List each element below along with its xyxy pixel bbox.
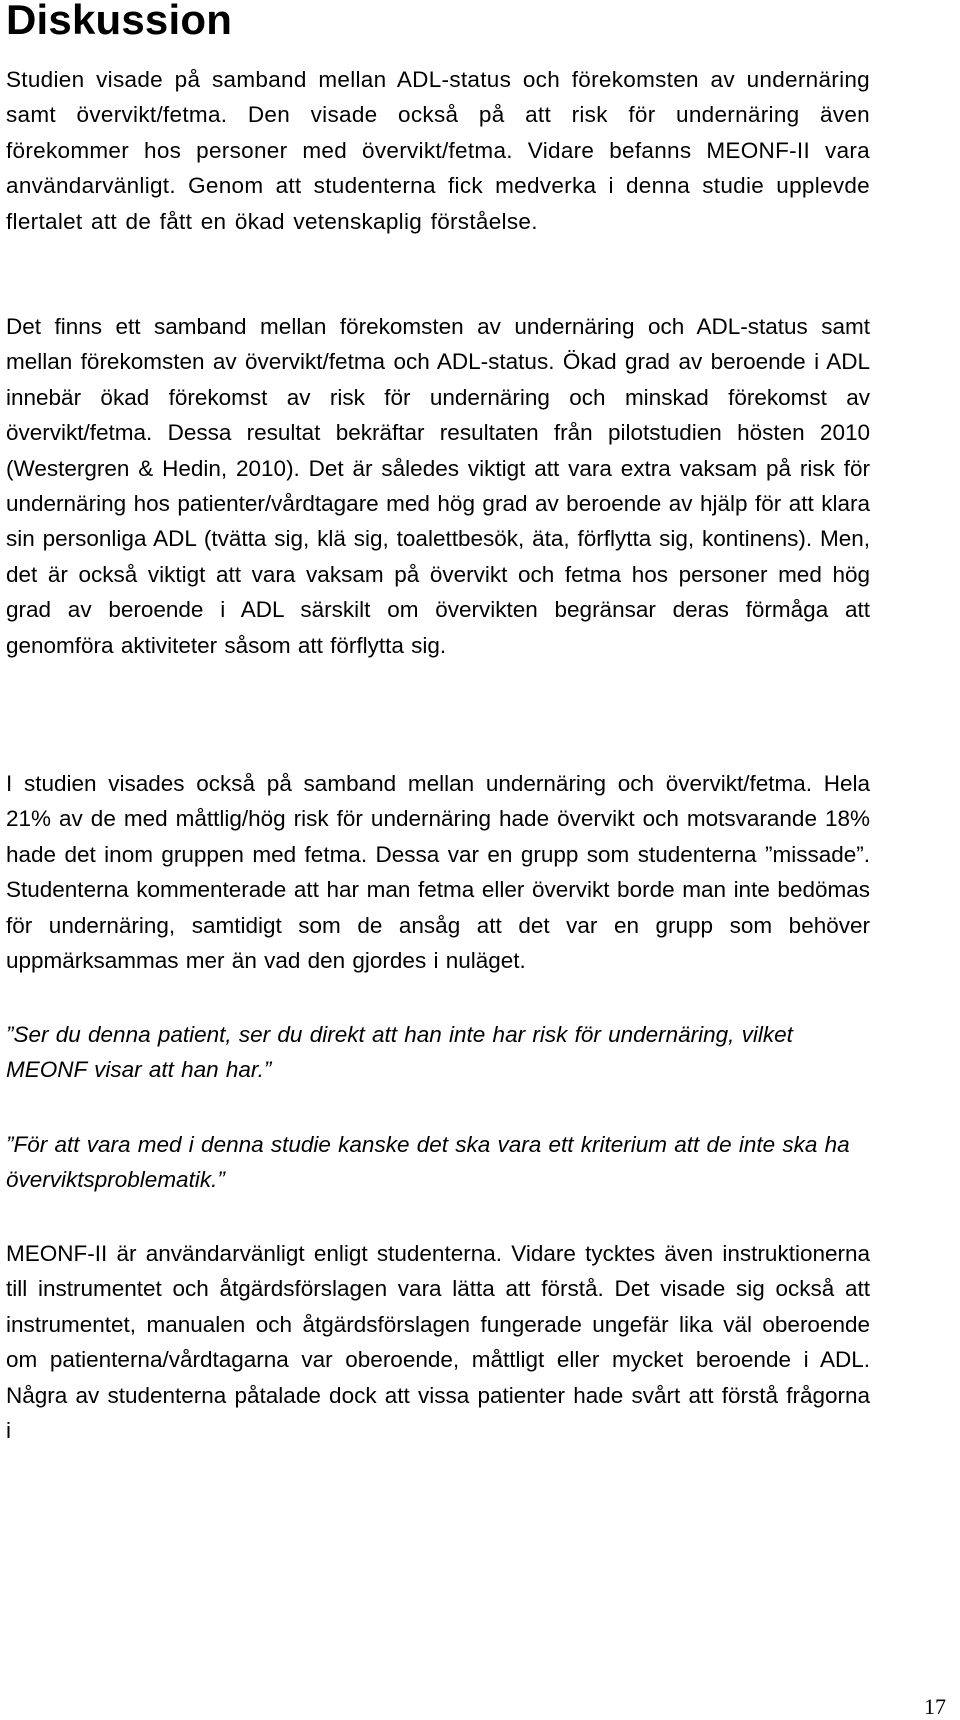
paragraph-usability: MEONF-II är användarvänligt enligt studenterna. Vidare tycktes även instruktionerna till instrumentet och åtgärdsförslagen vara lätta att förstå. Det visade sig också att instrumentet, manualen och åtgärdsförslagen fungerade ungefär lika väl oberoende om patienterna/vårdtagarna var oberoende, måttligt eller mycket beroende i ADL. Några av studenterna påtalade dock att vissa patienter hade svårt att förstå frågorna i xyxy=(6,1241,870,1444)
section-heading: Diskussion xyxy=(6,0,233,43)
student-quote-2: ”För att vara med i denna studie kanske det ska vara ett kriterium att de inte ska ha överviktsproblematik.” xyxy=(6,1132,850,1193)
student-quote-1: ”Ser du denna patient, ser du direkt att han inte har risk för undernäring, vilket MEONF visar att han har.” xyxy=(6,1022,793,1083)
page-number: 17 xyxy=(924,1694,946,1719)
paragraph-summary: Studien visade på samband mellan ADL-status och förekomsten av undernäring samt övervikt/fetma. Den visade också på att risk för undernäring även förekommer hos personer med övervikt/fetma. Vidare befanns MEONF-II vara användarvänligt. Genom att studenterna fick medverka i denna studie upplevde flertalet att de fått en ökad vetenskaplig förståelse. xyxy=(6,67,870,234)
paragraph-overweight-association: I studien visades också på samband mellan undernäring och övervikt/fetma. Hela 21% av de med måttlig/hög risk för undernäring hade övervikt och motsvarande 18% hade det inom gruppen med fetma. Dessa var en grupp som studenterna ”missade”. Studenterna kommenterade att har man fetma eller övervikt borde man inte bedömas för undernäring, samtidigt som de ansåg att det var en grupp som behöver uppmärksammas mer än vad den gjordes i nuläget. xyxy=(6,771,870,974)
paragraph-adl-association: Det finns ett samband mellan förekomsten av undernäring och ADL-status samt mellan förekomsten av övervikt/fetma och ADL-status. Ökad grad av beroende i ADL innebär ökad förekomst av risk för undernäring och minskad förekomst av övervikt/fetma. Dessa resultat bekräftar resultaten från pilotstudien hösten 2010 (Westergren & Hedin, 2010). Det är således viktigt att vara extra vaksam på risk för undernäring hos patienter/vårdtagare med hög grad av beroende av hjälp för att klara sin personliga ADL (tvätta sig, klä sig, toalettbesök, äta, förflytta sig, kontinens). Men, det är också viktigt att vara vaksam på övervikt och fetma hos personer med hög grad av beroende i ADL särskilt om övervikten begränsar deras förmåga att genomföra aktiviteter såsom att förflytta sig. xyxy=(6,314,870,658)
